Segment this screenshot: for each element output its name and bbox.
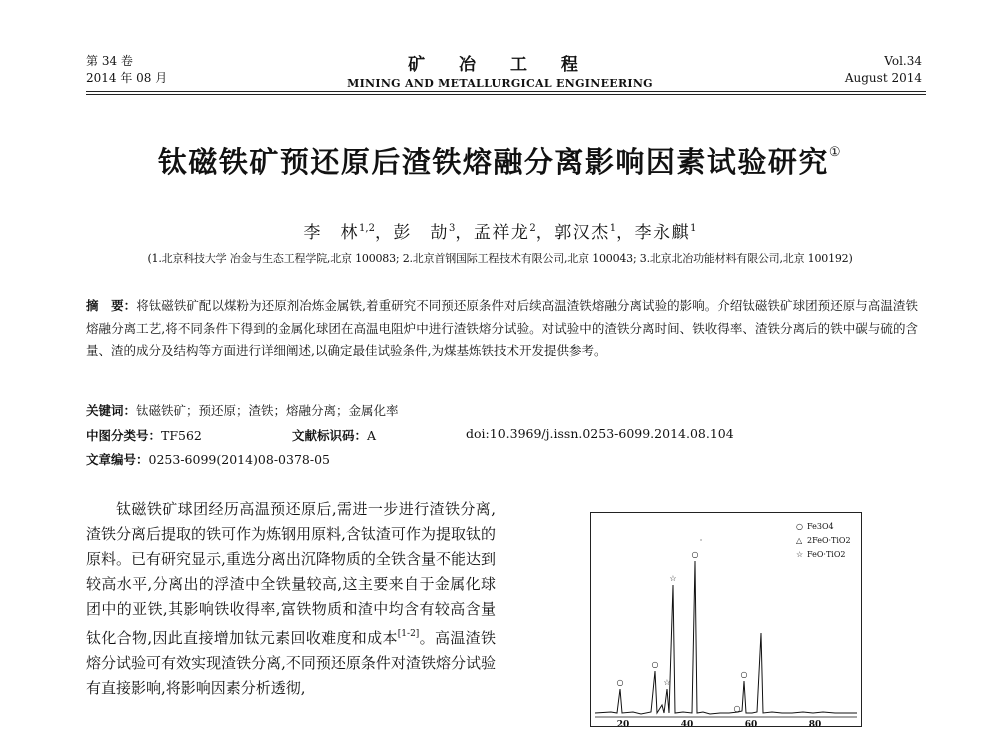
diffraction-trace <box>595 561 857 714</box>
body-text-continued: 。高温渣铁熔分试验可有效实现渣铁分离,不同预还原条件对渣铁熔分试验有直接影响,将影响因素分析透彻, <box>86 629 496 697</box>
legend-label-ilmenite: FeO·TiO2 <box>807 550 846 559</box>
author-affil: 3 <box>448 223 456 234</box>
x-tick-label: 40 <box>680 720 694 726</box>
body-paragraph <box>86 497 496 701</box>
peak-marker: ☆ <box>663 678 671 687</box>
legend-symbol-ulvospinel: △ <box>796 536 803 545</box>
legend-label-fe3o4: Fe3O4 <box>807 522 834 531</box>
author-separator: ， <box>455 223 474 243</box>
legend-label-ulvospinel: 2FeO·TiO2 <box>807 536 851 545</box>
x-tick-label: 80 <box>808 720 822 726</box>
peak-marker: ○ <box>691 550 699 559</box>
author-affil: 1,2 <box>359 223 375 234</box>
author-name: 李永麒 <box>634 223 691 243</box>
peak-marker: ○ <box>651 660 659 669</box>
keywords <box>86 401 399 419</box>
peak-marker: · <box>699 536 703 545</box>
abstract <box>86 295 918 363</box>
article-number <box>86 450 330 468</box>
journal-title-cn: 矿 冶 工 程 <box>408 55 592 75</box>
date-cn: 2014 年 08 月 <box>86 71 168 85</box>
author-name: 孟祥龙 <box>473 223 530 243</box>
keywords-text: 钛磁铁矿；预还原；渣铁；熔融分离；金属化率 <box>136 403 399 418</box>
doc-code-label: 文献标识码： <box>292 428 368 443</box>
author-name: 郭汉杰 <box>554 223 610 243</box>
document-code <box>292 426 376 444</box>
journal-title-en: MINING AND METALLURGICAL ENGINEERING <box>347 77 653 90</box>
article-no-text: 0253-6099(2014)08-0378-05 <box>148 452 330 467</box>
author-name: 彭 劼 <box>393 223 449 243</box>
doc-code-text: A <box>367 428 377 443</box>
header-rule-thick <box>86 91 926 92</box>
x-tick-label: 20 <box>616 720 630 726</box>
volume-en: Vol.34 <box>884 54 922 68</box>
author-name: 李 林 <box>303 223 360 243</box>
peak-marker: ☆ <box>669 574 677 583</box>
keywords-label: 关键词： <box>86 403 137 418</box>
paper-title-text: 钛磁铁矿预还原后渣铁熔融分离影响因素试验研究 <box>157 145 829 179</box>
article-no-label: 文章编号： <box>86 452 149 467</box>
peak-marker: ○ <box>616 678 624 687</box>
x-tick-label: 60 <box>744 720 758 726</box>
clc-number <box>86 426 202 444</box>
author-affil: 1 <box>690 223 697 234</box>
clc-text: TF562 <box>161 428 202 443</box>
author-separator: ， <box>535 223 555 243</box>
clc-label: 中图分类号： <box>86 428 162 443</box>
author-separator: ， <box>374 223 394 243</box>
header-rule-thin <box>86 94 926 95</box>
author-list <box>0 218 1000 243</box>
legend-symbol-fe3o4: ○ <box>796 522 803 531</box>
abstract-text: 将钛磁铁矿配以煤粉为还原剂冶炼金属铁,着重研究不同预还原条件对后续高温渣铁熔融分离试验的影响。介绍钛磁铁矿球团预还原与高温渣铁熔融分离工艺,将不同条件下得到的金属化球团在高温电阻炉中进行渣铁熔分试验。对试验中的渣铁分离时间、铁收得率、渣铁分离后的铁中碳与硫的含量、渣的成分及结构等方面进行详细阐述,以确定最佳试验条件,为煤基炼铁技术开发提供参考。 <box>86 298 918 358</box>
peak-marker: ○ <box>740 670 748 679</box>
doi: doi:10.3969/j.issn.0253-6099.2014.08.104 <box>466 426 734 441</box>
volume-cn: 第 34 卷 <box>86 54 133 68</box>
citation: [1-2] <box>397 629 420 639</box>
date-en: August 2014 <box>844 71 922 85</box>
author-separator: ， <box>616 223 635 243</box>
xrd-pattern <box>591 513 861 726</box>
body-text: 钛磁铁矿球团经历高温预还原后,需进一步进行渣铁分离,渣铁分离后提取的铁可作为炼钢用原料,含钛渣可作为提取钛的原料。已有研究显示,重选分离出沉降物质的全铁含量不能达到较高水平,分离出的浮渣中全铁量较高,这主要来自于金属化球团中的亚铁,其影响铁收得率,富铁物质和渣中均含有较高含量钛化合物,因此直接增加钛元素回收难度和成本 <box>86 500 496 647</box>
header-right <box>845 53 922 87</box>
title-footnote-mark: ① <box>828 145 843 160</box>
author-affil: 1 <box>609 223 617 234</box>
abstract-label: 摘 要： <box>86 298 137 313</box>
author-affil: 2 <box>529 223 536 234</box>
legend-symbol-ilmenite: ☆ <box>796 550 804 559</box>
peak-marker: ○ <box>733 704 741 713</box>
affiliations: (1.北京科技大学 冶金与生态工程学院,北京 100083; 2.北京首钢国际工程技术有限公司,北京 100043; 3.北京北冶功能材料有限公司,北京 100192) <box>147 252 853 265</box>
xrd-figure <box>590 512 862 727</box>
paper-title <box>0 140 1000 181</box>
